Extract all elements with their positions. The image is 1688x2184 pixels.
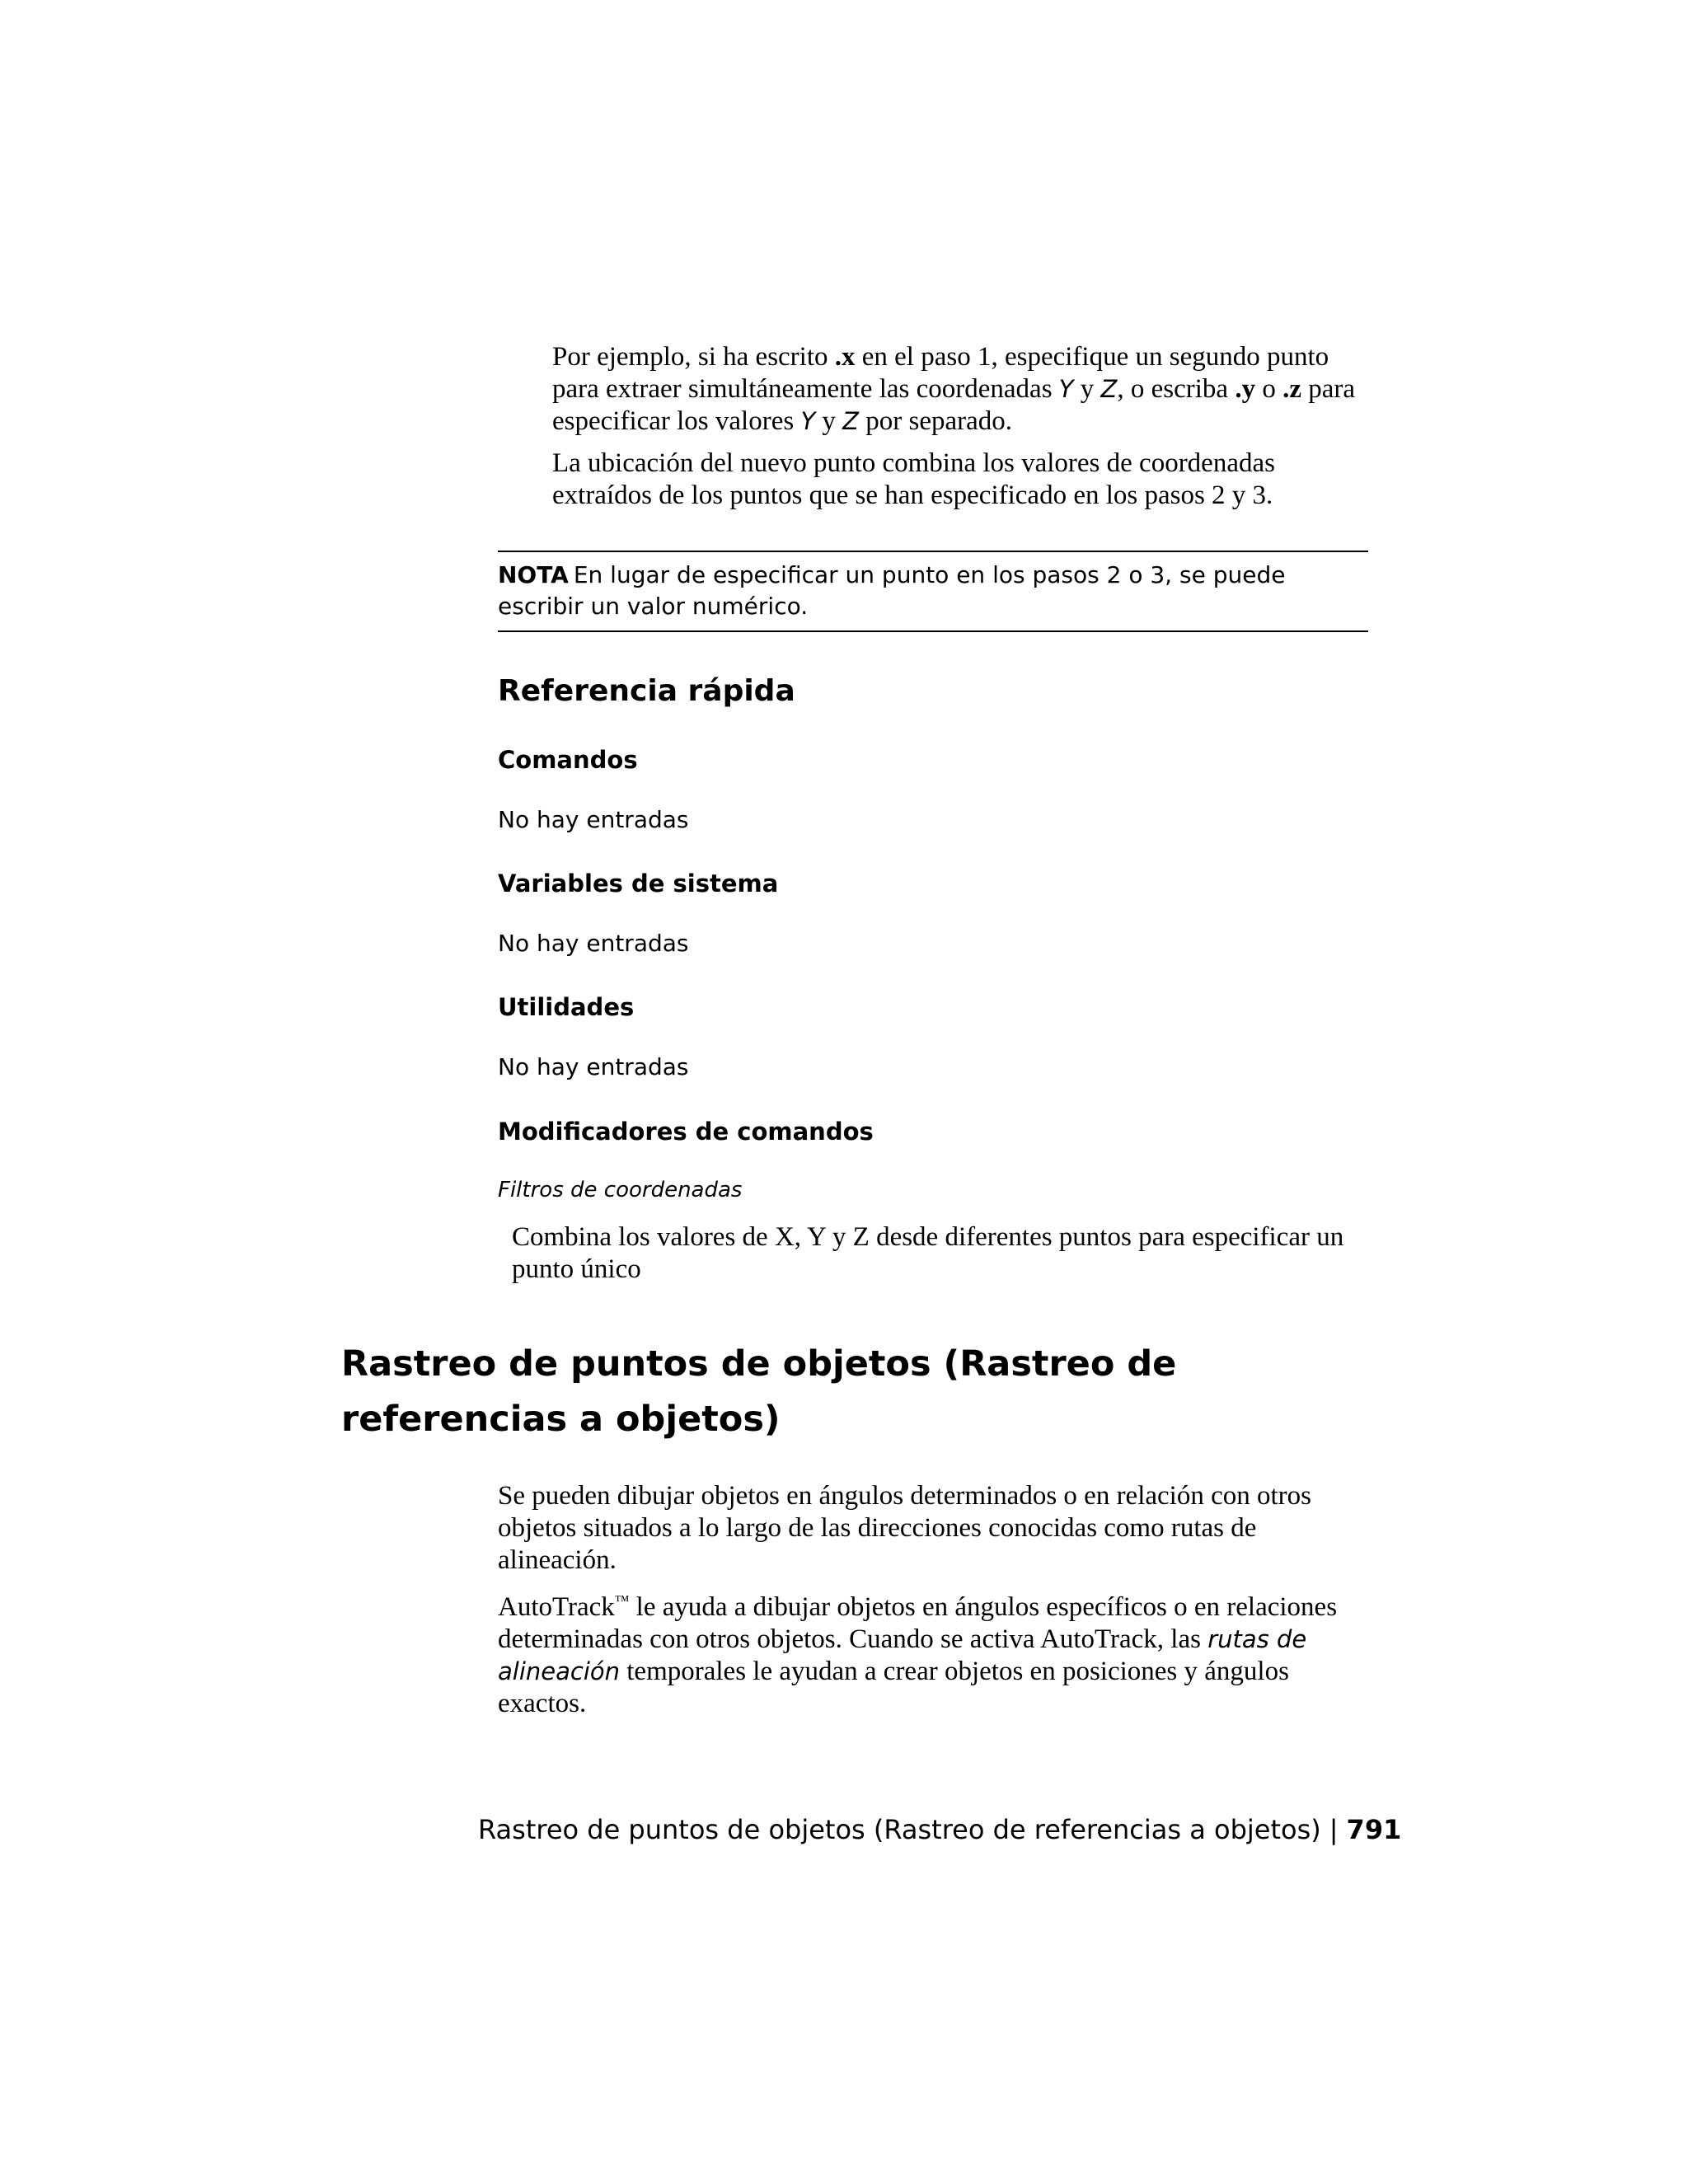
coordinate-filters-definition: Combina los valores de X, Y y Z desde diferentes puntos para especificar un punto único [512, 1222, 1344, 1284]
section-paragraph-1: Se pueden dibujar objetos en ángulos determinados o en relación con otros objetos situados a lo largo de las direcciones conocidas como rutas de alineación. [498, 1481, 1311, 1575]
text-run: , o escriba [1117, 374, 1236, 404]
autotrack-term: AutoTrack [498, 1592, 615, 1622]
footer-title: Rastreo de puntos de objetos (Rastreo de referencias a objetos) [478, 1814, 1321, 1845]
text-run: temporales le ayudan a crear objetos en posiciones y ángulos exactos. [498, 1657, 1289, 1718]
text-run: o [1255, 374, 1283, 404]
text-run: le ayuda a dibujar objetos en ángulos específicos o en relaciones determinadas con otros objetos. Cuando se activa AutoTrack, las [498, 1592, 1338, 1654]
intro-paragraph-2: La ubicación del nuevo punto combina los valores de coordenadas extraídos de los puntos que se han especificado en los pasos 2 y 3. [552, 448, 1275, 510]
trademark-symbol: ™ [614, 1592, 630, 1609]
text-run: Por ejemplo, si ha escrito [552, 342, 835, 372]
utilities-entry: No hay entradas [498, 1053, 689, 1080]
note-text: En lugar de especificar un punto en los pasos 2 o 3, se puede escribir un valor numérico. [498, 561, 1286, 620]
section-body [498, 1480, 1380, 1735]
commands-entry: No hay entradas [498, 806, 689, 833]
text-run: para especificar los valores [552, 374, 1356, 436]
intro-paragraph-1 [552, 341, 1376, 438]
x-filter-code: .x [834, 342, 856, 372]
coordinate-filters-term: Filtros de coordenadas [498, 1178, 743, 1202]
note-paragraph [498, 560, 1368, 622]
system-variables-heading: Variables de sistema [498, 869, 779, 898]
text-run: y [1073, 374, 1101, 404]
intro-block [552, 341, 1376, 522]
quick-reference-heading: Referencia rápida [498, 674, 795, 708]
section-title: Rastreo de puntos de objetos (Rastreo de referencias a objetos) [341, 1343, 1177, 1440]
y-axis-term: Y [1058, 375, 1074, 403]
command-modifiers-heading: Modificadores de comandos [498, 1118, 874, 1146]
page-footer [478, 1814, 1402, 1845]
y-axis-term: Y [800, 407, 816, 435]
commands-heading: Comandos [498, 746, 638, 774]
note-label: NOTA [498, 561, 569, 588]
section-paragraph-2 [498, 1591, 1380, 1720]
z-axis-term: Z [1100, 375, 1118, 403]
text-run: por separado. [859, 406, 1013, 436]
z-axis-term: Z [842, 407, 860, 435]
system-variables-entry: No hay entradas [498, 930, 689, 957]
y-filter-code: .y [1235, 374, 1256, 404]
page-number: 791 [1346, 1814, 1402, 1845]
note-box [498, 551, 1368, 632]
utilities-heading: Utilidades [498, 993, 635, 1021]
footer-separator: | [1329, 1814, 1339, 1845]
text-run: en el paso 1, especifique un segundo punto para extraer simultáneamente las coordenadas [552, 342, 1329, 404]
text-run: y [815, 406, 843, 436]
alignment-paths-term: rutas de alineación [498, 1625, 1307, 1685]
z-filter-code: .z [1282, 374, 1301, 404]
